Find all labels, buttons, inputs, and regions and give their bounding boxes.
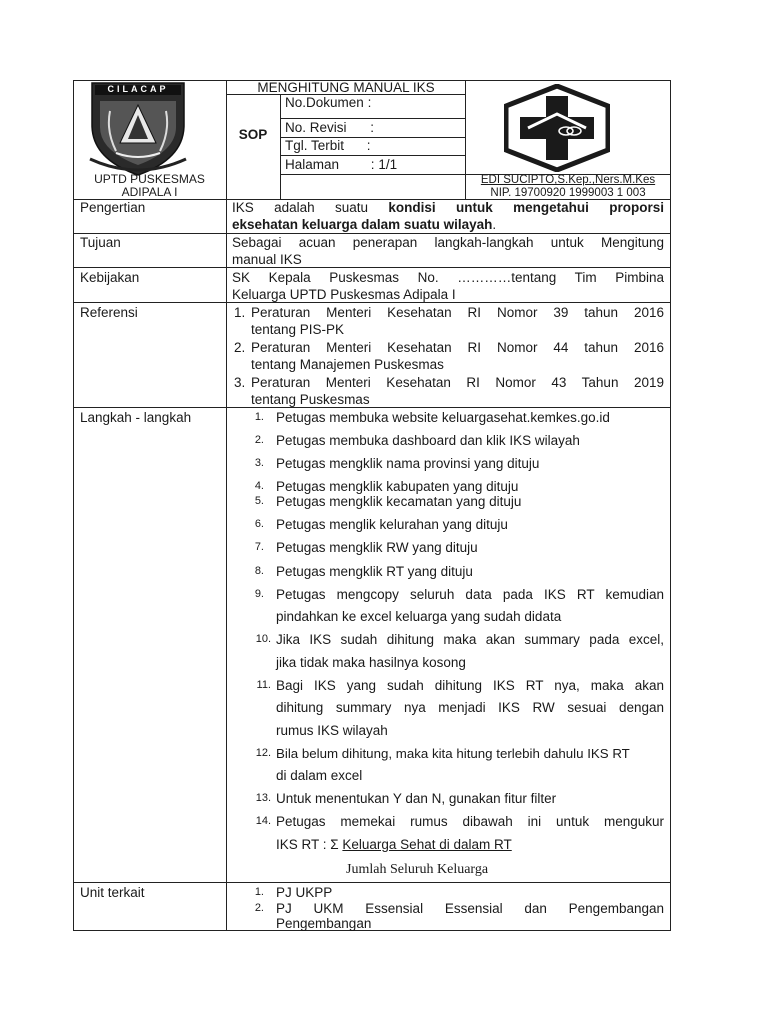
step-line: Petugas menglik kelurahan yang dituju [276,517,508,532]
unit-num: 2. [254,902,264,914]
row-line-referensi [73,407,671,408]
step-num: 1. [254,411,264,423]
pengertian-bold: eksehatan keluarga dalam suatu wilayah [232,217,493,232]
step-num: 7. [254,541,264,553]
ref-num: 1. [234,305,246,320]
signatory-name: EDI SUCIPTO,S.Kep.,Ners.M.Kes [480,174,656,186]
step-line: Untuk menentukan Y dan N, gunakan fitur filter [276,791,557,806]
kebijakan-line1: SK Kepala Puskesmas No. …………tentang Tim Pimbina [232,270,664,285]
step-line: Petugas membuka website keluargasehat.kemkes.go.id [276,410,610,425]
unit-line: Pengembangan [276,916,372,931]
step-num: 8. [254,565,264,577]
step-line: Petugas mengcopy seluruh data pada IKS RT kemudian [276,587,664,602]
health-cross-icon [504,84,610,172]
header-divider-fields [280,94,281,200]
step-line: Petugas memekai rumus dibawah ini untuk mengukur [276,814,664,829]
step-num: 13. [255,792,271,804]
formula-line [276,836,512,853]
pengertian-text: IKS adalah suatu [232,200,369,215]
puskesmas-logo [504,84,610,172]
logo-caption-line2: ADIPALA I [121,185,178,199]
step-num: 3. [254,457,264,469]
tujuan-line2: manual IKS [232,252,302,267]
table-border-left [73,80,74,931]
row-line-langkah [73,882,671,883]
step-line: Petugas mengklik kecamatan yang dituju [276,494,522,509]
step-line: Petugas mengklik nama provinsi yang dituju [276,456,540,471]
field-sep: : [370,157,375,172]
step-line: jika tidak maka hasilnya kosong [276,655,466,670]
field-label: Halaman [285,157,340,172]
step-line: rumus IKS wilayah [276,723,388,738]
sop-label: SOP [238,127,268,142]
cilacap-crest-icon [86,81,190,177]
table-border-right [670,80,671,931]
step-num: 2. [254,434,264,446]
step-line: Petugas mengklik kabupaten yang dituju [276,479,519,494]
section-label-unit: Unit terkait [80,885,145,900]
field-line-4 [280,174,466,175]
formula-prefix: IKS RT : Σ [276,837,339,852]
cilacap-logo [86,81,190,177]
section-label-tujuan: Tujuan [80,235,121,250]
step-line: di dalam excel [276,768,363,783]
document-title: MENGHITUNG MANUAL IKS [257,80,435,95]
formula-denominator: Jumlah Seluruh Keluarga [346,862,489,877]
column-divider [226,80,227,931]
section-label-kebijakan: Kebijakan [80,270,140,285]
section-label-referensi: Referensi [80,305,138,320]
ref-line: Peraturan Menteri Kesehatan RI Nomor 39 tahun 2016 [251,305,664,320]
signatory-nip: NIP. 19700920 1999003 1 003 [490,187,646,199]
logo-caption-line1: UPTD PUSKESMAS [94,172,205,186]
step-line: dihitung summary nya menjadi IKS RW sesuai dengan [276,700,664,715]
ref-line: tentang Manajemen Puskesmas [251,357,444,372]
field-sep: : [367,95,372,110]
step-line: Petugas membuka dashboard dan klik IKS wilayah [276,433,580,448]
kebijakan-line2: Keluarga UPTD Puskesmas Adipala I [232,287,456,302]
ref-line: tentang PIS-PK [251,322,345,337]
step-num: 4. [254,480,264,492]
step-line: Petugas mengklik RT yang dituju [276,564,473,579]
step-num: 9. [254,588,264,600]
pengertian-bold: kondisi untuk mengetahui proporsi [388,200,664,215]
field-sep: : [370,120,375,135]
ref-line: Peraturan Menteri Kesehatan RI Nomor 44 tahun 2016 [251,340,664,355]
step-line: Bagi IKS yang sudah dihitung IKS RT nya, maka akan [276,678,664,693]
field-value: 1/1 [378,157,398,172]
step-num: 14. [255,815,271,827]
step-line: Jika IKS sudah dihitung maka akan summary pada excel, [276,632,664,647]
section-label-pengertian: Pengertian [80,200,146,215]
step-num: 11. [256,679,271,691]
field-label: No.Dokumen [285,95,364,110]
field-label: Tgl. Terbit [285,138,345,153]
unit-line: PJ UKPP [276,885,333,900]
unit-num: 1. [254,886,264,898]
tujuan-line1: Sebagai acuan penerapan langkah-langkah untuk Mengitung [232,235,664,250]
ref-num: 3. [234,375,246,390]
field-sep: : [366,138,371,153]
unit-line: PJ UKM Essensial Essensial dan Pengembangan [276,901,664,916]
step-line: Petugas mengklik RW yang dituju [276,540,478,555]
step-line: Bila belum dihitung, maka kita hitung terlebih dahulu IKS RT [276,746,630,761]
step-num: 12. [255,747,271,759]
field-label: No. Revisi [285,120,347,135]
step-num: 6. [254,518,264,530]
ref-num: 2. [234,340,246,355]
pengertian-end: . [492,217,497,232]
step-line: pindahkan ke excel keluarga yang sudah didata [276,609,562,624]
step-num: 10. [255,633,271,645]
field-tgl-terbit [285,137,371,154]
field-no-dokumen [285,94,371,111]
table-border-bottom [73,930,671,931]
field-halaman [285,156,397,173]
pengertian-line2 [232,216,496,233]
formula-numerator: Keluarga Sehat di dalam RT [342,837,512,852]
logo-banner-text: CILACAP [107,84,169,94]
row-line-tujuan [73,267,671,268]
step-num: 5. [254,495,264,507]
pengertian-line1 [232,199,664,216]
section-label-langkah: Langkah - langkah [80,410,192,425]
field-no-revisi [285,119,374,136]
ref-line: tentang Puskesmas [251,392,370,407]
ref-line: Peraturan Menteri Kesehatan RI Nomor 43 Tahun 2019 [251,375,664,390]
